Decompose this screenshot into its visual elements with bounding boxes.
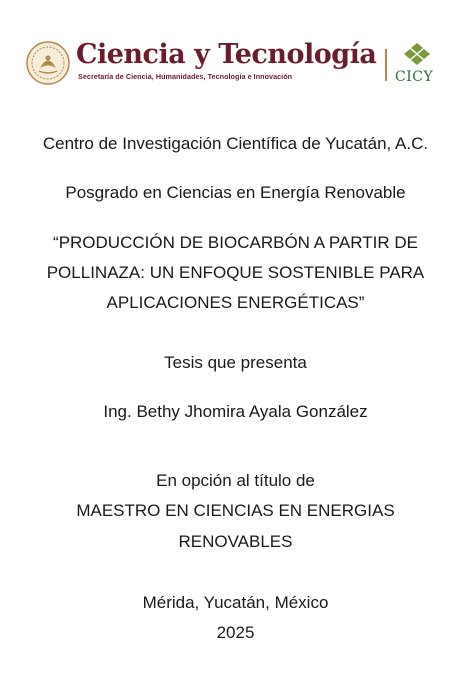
author-name: Ing. Bethy Jhomira Ayala González — [103, 402, 368, 421]
thesis-title-line-2: POLLINAZA: UN ENFOQUE SOSTENIBLE PARA — [46, 263, 425, 282]
thesis-title-line-1: “PRODUCCIÓN DE BIOCARBÓN A PARTIR DE — [53, 233, 418, 252]
thesis-title-line-3: APLICACIONES ENERGÉTICAS” — [106, 293, 365, 312]
institution: Centro de Investigación Científica de Yucatán, A.C. — [42, 134, 429, 153]
program: Posgrado en Ciencias en Energía Renovable — [65, 183, 406, 202]
logo-divider — [385, 49, 387, 81]
year: 2025 — [216, 623, 255, 642]
cicy-label: CICY — [395, 69, 434, 85]
brand-title: Ciencia y Tecnología — [76, 39, 377, 70]
mexico-seal-icon — [26, 41, 70, 85]
degree-line-1: MAESTRO EN CIENCIAS EN ENERGIAS — [76, 501, 395, 520]
brand-subtitle: Secretaría de Ciencia, Humanidades, Tecnología e Innovación — [78, 72, 293, 81]
header — [0, 0, 471, 120]
degree-option-label: En opción al título de — [156, 471, 315, 490]
cicy-leaf-icon — [397, 42, 437, 68]
degree-line-2: RENOVABLES — [178, 532, 293, 551]
presents-label: Tesis que presenta — [164, 353, 307, 372]
place: Mérida, Yucatán, México — [142, 593, 329, 612]
